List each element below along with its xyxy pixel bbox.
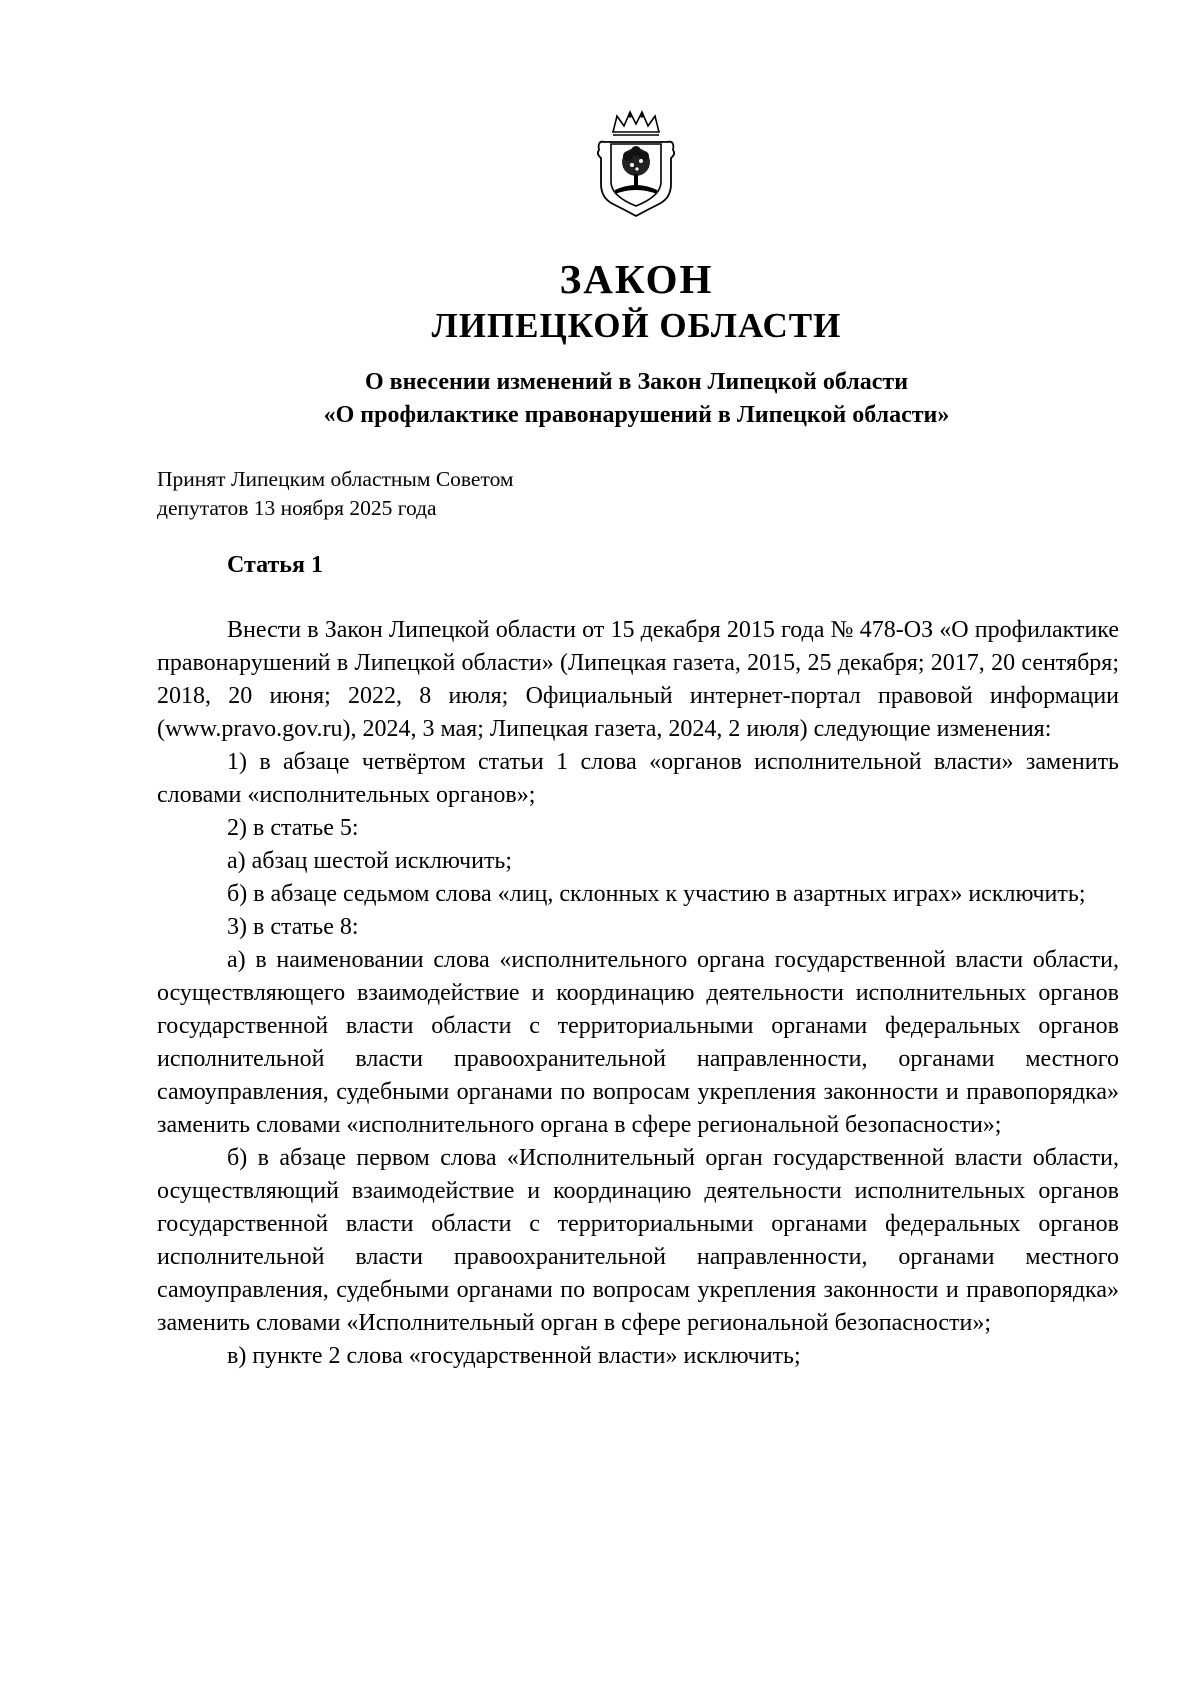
adoption-info — [157, 465, 514, 523]
law-subject — [0, 366, 1200, 432]
law-subject-line-1: О внесении изменений в Закон Липецкой области — [364, 369, 909, 395]
document-title-block — [0, 255, 1200, 349]
article-paragraph: 3) в статье 8: — [227, 914, 359, 940]
article-paragraph: а) в наименовании слова «исполнительного органа государственной власти области, осуществляющего взаимодействие и координацию деятельности исполнительных органов государственной власти области с территориальными органами федеральных органов исполнительной власти правоохранительной направленности, органами местного самоуправления, судебными органами по вопросам укрепления законности и правопорядка» заменить словами «исполнительного органа в сфере региональной безопасности»; — [157, 947, 1119, 1138]
adoption-info-line-1: Принят Липецким областным Советом — [157, 467, 514, 491]
article-paragraph: б) в абзаце седьмом слова «лиц, склонных к участию в азартных играх» исключить; — [227, 881, 1086, 907]
document-title: ЗАКОН — [559, 256, 714, 302]
law-subject-line-2: «О профилактике правонарушений в Липецкой области» — [323, 402, 950, 428]
article-paragraph: 1) в абзаце четвёртом статьи 1 слова «органов исполнительной власти» заменить словами «исполнительных органов»; — [157, 749, 1119, 808]
article-paragraph: б) в абзаце первом слова «Исполнительный орган государственной власти области, осуществляющий взаимодействие и координацию деятельности исполнительных органов государственной власти области с территориальными органами федеральных органов исполнительной власти правоохранительной направленности, органами местного самоуправления, судебными органами по вопросам укрепления законности и правопорядка» заменить словами «Исполнительный орган в сфере региональной безопасности»; — [157, 1145, 1119, 1336]
article-paragraph: в) пункте 2 слова «государственной власти» исключить; — [227, 1343, 801, 1369]
document-subtitle: ЛИПЕЦКОЙ ОБЛАСТИ — [431, 306, 842, 345]
coat-of-arms-icon — [593, 110, 679, 218]
article-paragraph: а) абзац шестой исключить; — [227, 848, 513, 874]
article-paragraph: Внести в Закон Липецкой области от 15 декабря 2015 года № 478-ОЗ «О профилактике правонарушений в Липецкой области» (Липецкая газета, 2015, 25 декабря; 2017, 20 сентября; 2018, 20 июня; 2022, 8 июля; Официальный интернет-портал правовой информации (www.pravo.gov.ru), 2024, 3 мая; Липецкая газета, 2024, 2 июля) следующие изменения: — [157, 617, 1119, 742]
article-body — [157, 614, 1119, 1373]
adoption-info-line-2: депутатов 13 ноября 2025 года — [157, 496, 437, 520]
article-heading: Статья 1 — [227, 552, 323, 578]
article-paragraph: 2) в статье 5: — [227, 815, 359, 841]
